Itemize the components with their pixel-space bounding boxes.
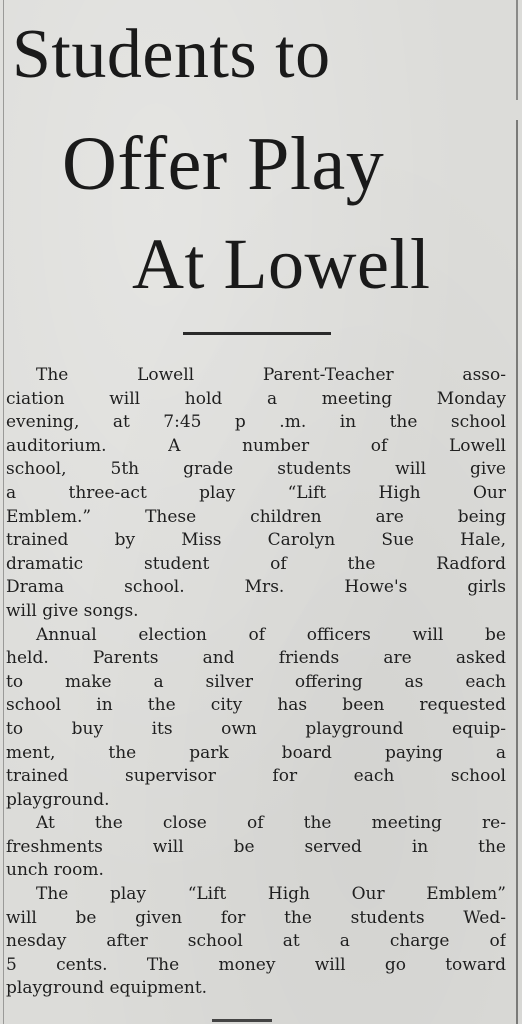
column-rule-right-top <box>516 0 518 100</box>
body-line: playground equipment. <box>6 978 208 999</box>
body-line: ciation will hold a meeting Monday <box>6 388 506 409</box>
body-line: trained supervisor for each school <box>6 766 506 787</box>
body-line: will give songs. <box>6 600 139 621</box>
body-line: dramatic student of the Radford <box>6 553 506 574</box>
body-line: auditorium. A number of Lowell <box>6 435 506 456</box>
body-line: to make a silver offering as each <box>6 671 506 692</box>
headline-line-2: Offer Play <box>62 122 385 206</box>
body-line: a three-act play “Lift High Our <box>6 482 506 503</box>
body-line: freshments will be served in the <box>6 836 506 857</box>
body-line: 5 cents. The money will go toward <box>6 954 506 975</box>
body-line: Emblem.” These children are being <box>6 506 506 527</box>
body-line: Drama school. Mrs. Howe's girls <box>6 577 506 598</box>
body-line: unch room. <box>6 860 104 881</box>
body-line: school in the city has been requested <box>6 695 506 716</box>
body-line: playground. <box>6 789 110 810</box>
body-line: held. Parents and friends are asked <box>6 648 506 669</box>
body-line: trained by Miss Carolyn Sue Hale, <box>6 530 506 551</box>
body-line: ment, the park board paying a <box>6 742 506 763</box>
body-line: The play “Lift High Our Emblem” <box>36 884 506 905</box>
body-line: At the close of the meeting re- <box>36 813 506 834</box>
column-rule-right <box>516 120 518 1024</box>
body-line: to buy its own playground equip- <box>6 718 506 739</box>
headline-line-1: Students to <box>12 16 331 93</box>
body-line: nesday after school at a charge of <box>6 931 506 952</box>
body-line: school, 5th grade students will give <box>6 459 506 480</box>
body-line: The Lowell Parent-Teacher asso- <box>36 365 506 385</box>
column-rule-left <box>3 0 4 1024</box>
body-line: Annual election of officers will be <box>36 624 506 645</box>
article-body <box>6 364 506 1001</box>
body-line: evening, at 7:45 p .m. in the school <box>6 412 506 433</box>
body-line: will be given for the students Wed- <box>6 907 506 928</box>
headline-line-3: At Lowell <box>132 224 431 304</box>
headline-divider <box>183 332 331 335</box>
bottom-divider <box>212 1019 272 1022</box>
